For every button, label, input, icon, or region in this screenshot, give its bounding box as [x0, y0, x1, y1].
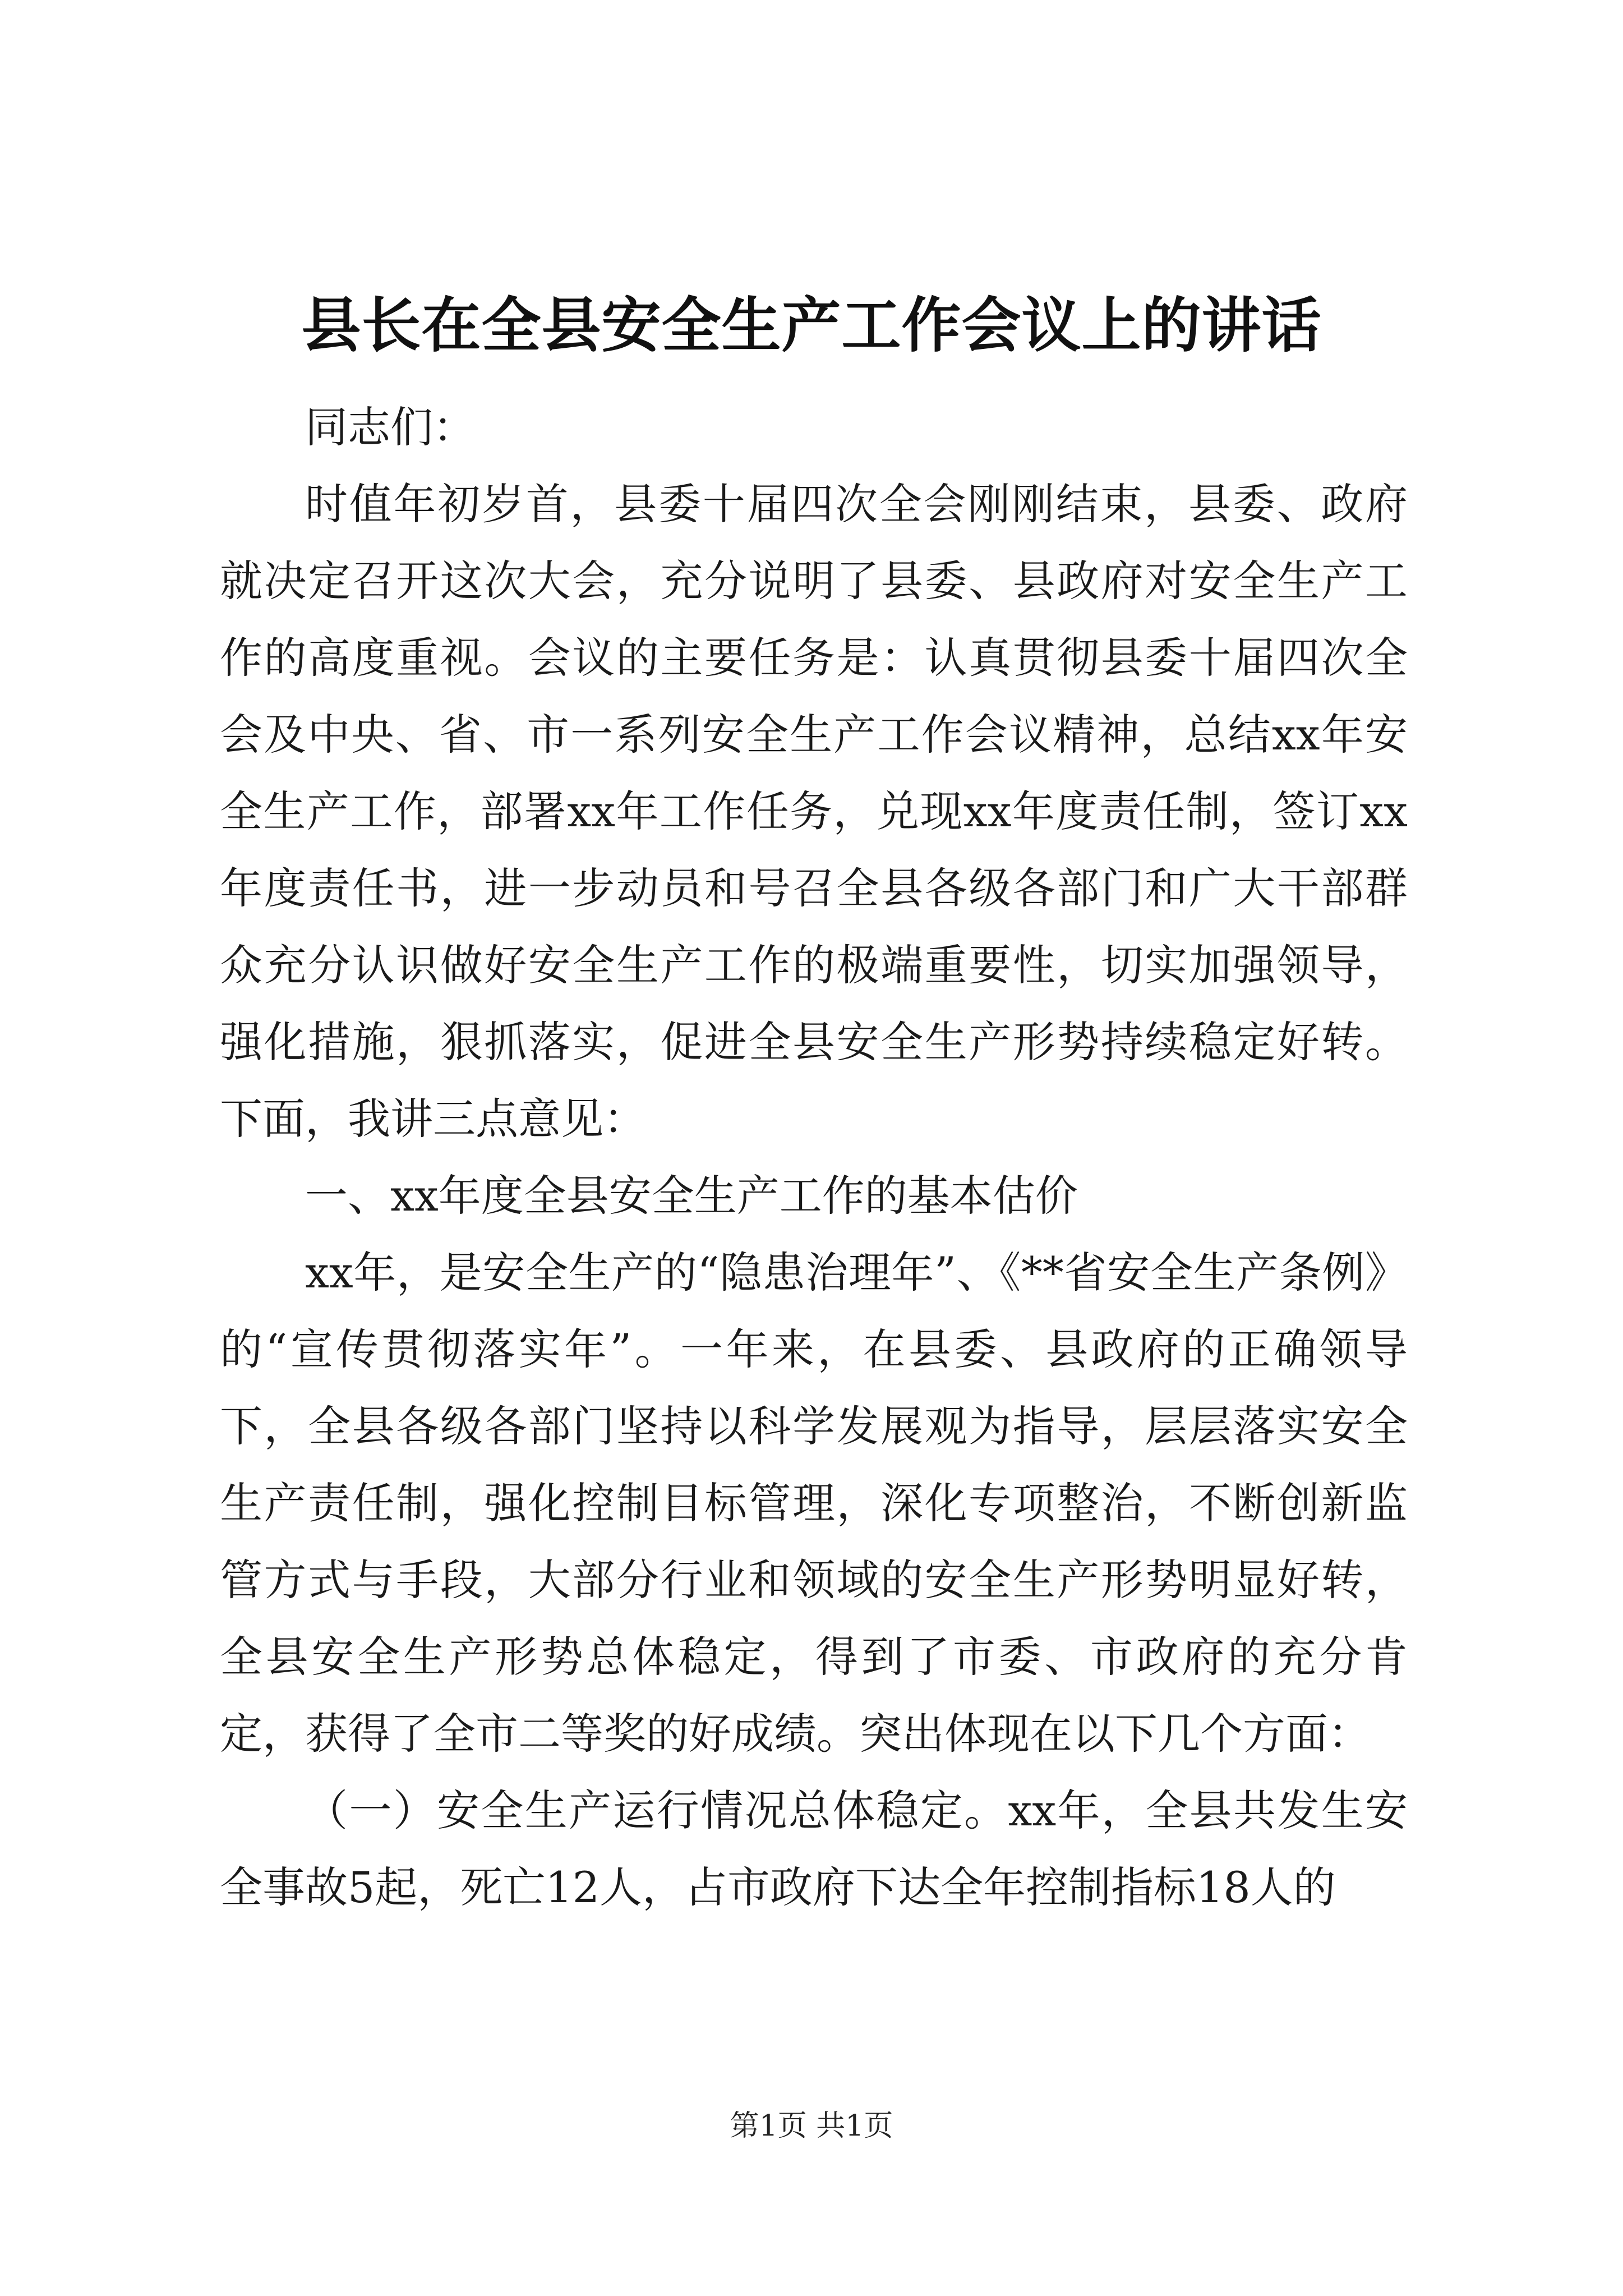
paragraph-overview: xx年，是安全生产的“隐患治理年”、《**省安全生产条例》的“宣传贯彻落实年”。一年来，在县委、县政府的正确领导下，全县各级各部门坚持以科学发展观为指导，层层落实安全生产责任制，强化控制目标管理，深化专项整治，不断创新监管方式与手段，大部分行业和领域的安全生产形势明显好转，全县安全生产形势总体稳定，得到了市委、市政府的充分肯定，获得了全市二等奖的好成绩。突出体现在以下几个方面： — [220, 1248, 1408, 1759]
salutation: 同志们： — [305, 402, 476, 452]
paragraph-intro: 时值年初岁首，县委十届四次全会刚刚结束，县委、政府就决定召开这次大会，充分说明了县委、县政府对安全生产工作的高度重视。会议的主要任务是：认真贯彻县委十届四次全会及中央、省、市一系列安全生产工作会议精神，总结xx年安全生产工作，部署xx年工作任务，兑现xx年度责任制，签订xx年度责任书，进一步动员和号召全县各级各部门和广大干部群众充分认识做好安全生产工作的极端重要性，切实加强领导，强化措施，狠抓落实，促进全县安全生产形势持续稳定好转。下面，我讲三点意见： — [220, 479, 1408, 1144]
page-footer: 第1页 共1页 — [730, 2109, 893, 2143]
document-title: 县长在全县安全生产工作会议上的讲话 — [301, 290, 1322, 360]
section-heading-1: 一、xx年度全县安全生产工作的基本估价 — [305, 1171, 1078, 1221]
paragraph-subsection-1: （一）安全生产运行情况总体稳定。xx年，全县共发生安全事故5起，死亡12人，占市政府下达全年控制指标18人的 — [220, 1786, 1408, 1912]
document-body — [220, 389, 1408, 1926]
